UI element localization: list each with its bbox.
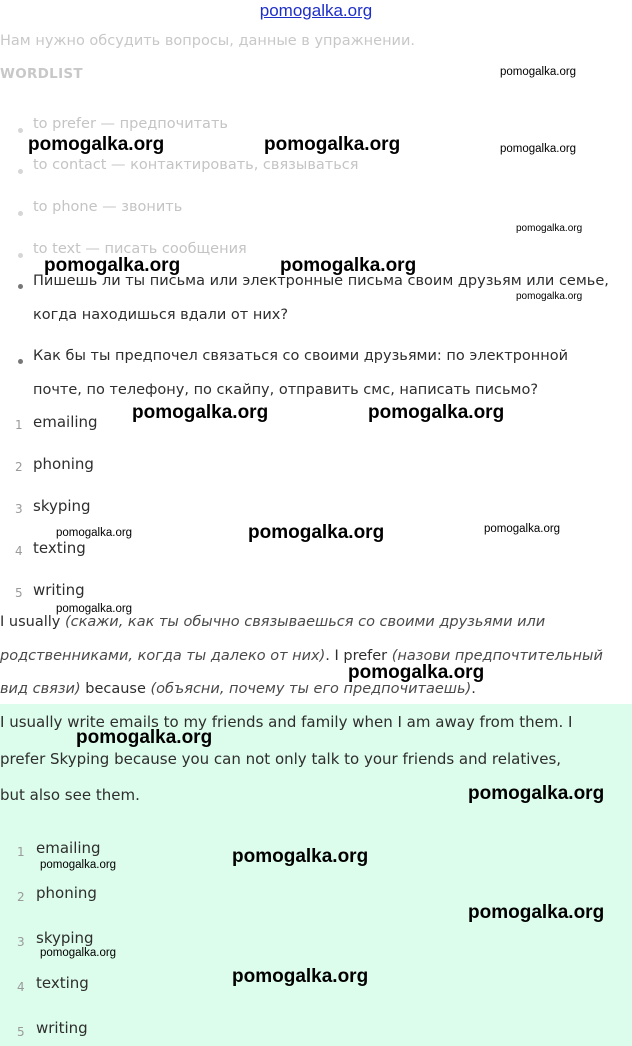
watermark: pomogalka.org: [232, 846, 369, 867]
answer-line-3: but also see them.: [0, 786, 140, 804]
option-number: 3: [17, 935, 25, 949]
option-label: phoning: [33, 455, 94, 473]
wordlist-item: to phone — звонить: [33, 199, 183, 215]
option-number: 5: [15, 586, 23, 600]
option-number: 2: [15, 460, 23, 474]
option-item: [17, 976, 25, 995]
answer-line-1: I usually write emails to my friends and family when I am away from them. I: [0, 713, 573, 731]
bullet-icon: [18, 359, 23, 364]
option-item: [17, 1021, 25, 1040]
question-1-line-1: Пишешь ли ты письма или электронные письма своим друзьям или семье,: [33, 273, 609, 289]
option-number: 4: [15, 544, 23, 558]
watermark: pomogalka.org: [232, 966, 369, 987]
option-number: 4: [17, 980, 25, 994]
option-label: writing: [36, 1019, 88, 1037]
answer-line-2: prefer Skyping because you can not only talk to your friends and relatives,: [0, 750, 562, 768]
watermark: pomogalka.org: [264, 134, 401, 155]
watermark: pomogalka.org: [500, 143, 577, 155]
watermark: pomogalka.org: [468, 902, 605, 923]
watermark: pomogalka.org: [500, 66, 577, 78]
option-item: [15, 582, 23, 601]
option-number: 2: [17, 890, 25, 904]
bullet-icon: [18, 211, 23, 216]
option-label: emailing: [36, 839, 101, 857]
option-number: 5: [17, 1025, 25, 1039]
option-label: texting: [33, 539, 86, 557]
option-item: [15, 456, 23, 475]
option-label: skyping: [33, 497, 91, 515]
watermark: pomogalka.org: [28, 134, 165, 155]
option-item: [15, 414, 23, 433]
header-watermark-link[interactable]: pomogalka.org: [259, 1, 373, 20]
watermark: pomogalka.org: [516, 291, 583, 302]
option-label: emailing: [33, 413, 98, 431]
watermark: pomogalka.org: [76, 727, 213, 748]
watermark: pomogalka.org: [248, 522, 385, 543]
bullet-icon: [18, 128, 23, 133]
wordlist-item: to text — писать сообщения: [33, 241, 247, 257]
option-item: [17, 886, 25, 905]
option-item: [15, 498, 23, 517]
bullet-icon: [18, 169, 23, 174]
bullet-icon: [18, 253, 23, 258]
option-item: [15, 540, 23, 559]
option-item: [17, 841, 25, 860]
question-1-line-2: когда находишься вдали от них?: [33, 307, 289, 323]
prompt-line-3: вид связи) because (объясни, почему ты его предпочитаешь).: [0, 681, 476, 697]
watermark: pomogalka.org: [348, 662, 485, 683]
watermark: pomogalka.org: [368, 402, 505, 423]
option-label: texting: [36, 974, 89, 992]
watermark: pomogalka.org: [56, 527, 133, 539]
option-label: phoning: [36, 884, 97, 902]
option-label: skyping: [36, 929, 94, 947]
watermark: pomogalka.org: [484, 523, 561, 535]
question-2-line-1: Как бы ты предпочел связаться со своими друзьями: по электронной: [33, 348, 569, 364]
intro-text: Нам нужно обсудить вопросы, данные в упражнении.: [0, 33, 416, 49]
option-number: 1: [17, 845, 25, 859]
prompt-line-2: родственниками, когда ты далеко от них). I prefer (назови предпочтительный: [0, 648, 603, 664]
watermark: pomogalka.org: [44, 255, 181, 276]
option-number: 3: [15, 502, 23, 516]
watermark: pomogalka.org: [516, 223, 583, 234]
watermark: pomogalka.org: [40, 947, 117, 959]
option-number: 1: [15, 418, 23, 432]
wordlist-title: WORDLIST: [0, 66, 83, 82]
watermark: pomogalka.org: [56, 603, 133, 615]
option-item: [17, 931, 25, 950]
question-2-line-2: почте, по телефону, по скайпу, отправить смс, написать письмо?: [33, 382, 539, 398]
wordlist-item: to prefer — предпочитать: [33, 116, 228, 132]
watermark: pomogalka.org: [132, 402, 269, 423]
watermark: pomogalka.org: [40, 859, 117, 871]
wordlist-item: to contact — контактировать, связываться: [33, 157, 359, 173]
prompt-line-1: I usually (скажи, как ты обычно связываешься со своими друзьями или: [0, 614, 546, 630]
watermark: pomogalka.org: [280, 255, 417, 276]
option-label: writing: [33, 581, 85, 599]
bullet-icon: [18, 284, 23, 289]
watermark: pomogalka.org: [468, 783, 605, 804]
